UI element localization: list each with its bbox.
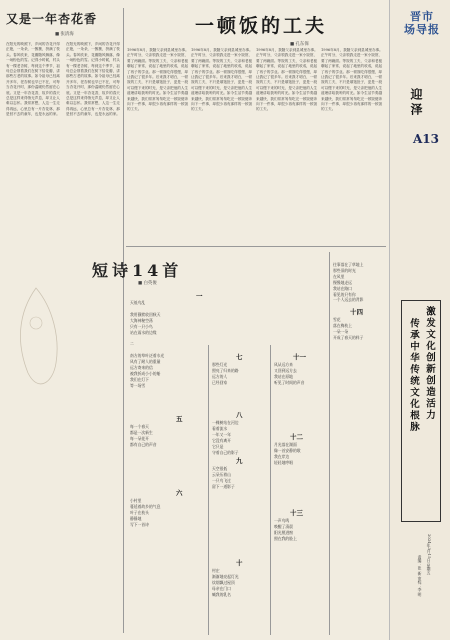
poem-heading-9: 十 [236, 559, 243, 567]
poem-heading-1: 一 [196, 292, 203, 300]
poems-byline: ■ 白英俊 [138, 281, 157, 286]
logo-line-2: 场导报 [404, 23, 440, 36]
poem-body-6: 那些灯光 照亮了归来的路 远方的人 已经回家 [212, 362, 239, 385]
slogan-col-2: 传承中华传统文化根脉 [408, 318, 419, 433]
poem-divider-2 [270, 345, 271, 635]
article-2-body-col2: 1996年8月，我随父亲到县城里办事。正午时分，父亲领我走进一家小饭馆，要了两碗面。等饭的工夫，父亲和老板聊起了家常，说起了地里的收成，说起了孩子的学业。那一顿饭吃得很慢，却让我记了很多年。后来我才明白，一顿饭的工夫，不只是填饱肚子，更是一段可以慢下来的时光，是父亲把他的人生道理讲给我听的时光。如今生活节奏越来越快，我们常常匆匆吃完一顿饭便奔向下一件事，却很少再有那样的一顿饭的工夫。 [191, 48, 253, 112]
poem-heading-4: 五 [176, 415, 183, 423]
logo-line-1: 晋市 [410, 10, 434, 23]
issue-date: 2024年3月15日 星期五 [427, 534, 432, 575]
article-1-body-col1: 在阳光的映照下，乡间的杏花开得正艳，一朵朵，一簇簇，挤满了枝头。春风吹来，花瓣随风飘落，像一场粉色的雪。记得小时候，村头有一棵老杏树，每到这个季节，祖母总会领着我们在树下拾花瓣，讲那些古老的故事。如今祖母已经离开多年，老杏树也早已不在，可每当杏花开时，那份温暖仍然留在心底。又是一年杏花香，故乡的春天总是这样来得悄无声息，却又让人难以忘怀。我常常想，人这一生走得再远，心里总有一片杏花林，那是回不去的童年，也是永远的家。 [6, 42, 60, 117]
poem-body-10: 风从远方来 又回到远方去 我站在原地 听见了时间的声音 [274, 362, 305, 385]
poem-body-8: 天空很低 云朵压着山 一只鸟飞过 留下一道影子 [212, 466, 235, 489]
poem-body-7: 一棵树站在河边 看着流水 一年又一年 它没有离开 它只是 守着自己的影子 [212, 420, 239, 455]
faded-illustration [8, 283, 64, 398]
poem-body-4: 每一个春天 都是一次新生 每一朵花开 都有自己的声音 [130, 424, 157, 447]
poem-divider-3 [329, 252, 330, 635]
poem-body-9: 村庄 渐渐地亮起灯光 炊烟飘过屋顶 母亲在门口 喊我的乳名 [212, 568, 239, 597]
poem-body-5: 小村里 蔓延着故乡的气息 叶子在枝头 静静地 写下一首诗 [130, 498, 161, 527]
poem-divider-1 [208, 345, 209, 635]
poem-heading-12: 十三 [290, 509, 303, 517]
editor-info: 责编：张 新 审校：李 明 [418, 555, 423, 597]
column-divider-1 [123, 8, 124, 633]
article-2-title: 一顿饭的工夫 [195, 15, 328, 37]
poem-heading-3: 十四 [350, 308, 363, 316]
article-2-body-col4: 1996年8月，我随父亲到县城里办事。正午时分，父亲领我走进一家小饭馆，要了两碗面。等饭的工夫，父亲和老板聊起了家常，说起了地里的收成，说起了孩子的学业。那一顿饭吃得很慢，却让我记了很多年。后来我才明白，一顿饭的工夫，不只是填饱肚子，更是一段可以慢下来的时光，是父亲把他的人生道理讲给我听的时光。如今生活节奏越来越快，我们常常匆匆吃完一顿饭便奔向下一件事，却很少再有那样的一顿饭的工夫。 [321, 48, 383, 112]
section-name: 迎泽 [409, 88, 423, 118]
article-2-body-col3: 1996年8月，我随父亲到县城里办事。正午时分，父亲领我走进一家小饭馆，要了两碗面。等饭的工夫，父亲和老板聊起了家常，说起了地里的收成，说起了孩子的学业。那一顿饭吃得很慢，却让我记了很多年。后来我才明白，一顿饭的工夫，不只是填饱肚子，更是一段可以慢下来的时光，是父亲把他的人生道理讲给我听的时光。如今生活节奏越来越快，我们常常匆匆吃完一顿饭便奔向下一件事，却很少再有那样的一顿饭的工夫。 [256, 48, 318, 112]
poem-heading-6: 七 [236, 353, 243, 361]
poem-body-11: 月光落在湖面 像一首安静的歌 我在岸边 轻轻地哼唱 [274, 442, 301, 465]
article-1-byline: ■ 张清海 [55, 32, 74, 37]
poem-heading-10: 十一 [293, 353, 306, 361]
article-2-byline: ■ 孔东保 [290, 42, 309, 47]
poem-body-13: 雪花 落在梅枝上 一朵一朵 开成了春天的样子 [333, 317, 364, 340]
newspaper-logo [397, 10, 447, 36]
slogan-col-1: 激发文化创新创造活力 [424, 306, 435, 421]
section-divider [126, 246, 386, 247]
poem-body-3: 往事落在了草地上 那些旧的时光 在风里 慢慢地走远 我站在路口 看见的只有你 一个人远去的背影 [333, 262, 364, 303]
poem-heading-11: 十二 [290, 433, 303, 441]
poem-heading-7: 八 [236, 411, 243, 419]
poems-section-title: 短诗14首 [92, 261, 183, 280]
article-2-body-col1: 1996年8月，我随父亲到县城里办事。正午时分，父亲领我走进一家小饭馆，要了两碗面。等饭的工夫，父亲和老板聊起了家常，说起了地里的收成，说起了孩子的学业。那一顿饭吃得很慢，却让我记了很多年。后来我才明白，一顿饭的工夫，不只是填饱肚子，更是一段可以慢下来的时光，是父亲把他的人生道理讲给我听的时光。如今生活节奏越来越快，我们常常匆匆吃完一顿饭便奔向下一件事，却很少再有那样的一顿饭的工夫。 [127, 48, 189, 112]
poem-heading-5: 六 [176, 489, 183, 497]
article-1-body-col2: 在阳光的映照下，乡间的杏花开得正艳，一朵朵，一簇簇，挤满了枝头。春风吹来，花瓣随风飘落，像一场粉色的雪。记得小时候，村头有一棵老杏树，每到这个季节，祖母总会领着我们在树下拾花瓣，讲那些古老的故事。如今祖母已经离开多年，老杏树也早已不在，可每当杏花开时，那份温暖仍然留在心底。又是一年杏花香，故乡的春天总是这样来得悄无声息，却又让人难以忘怀。我常常想，人这一生走得再远，心里总有一片杏花林，那是回不去的童年，也是永远的家。 [66, 42, 120, 117]
poem-body-1: 天低鸟乱 我用静默收回秋天 大海神秘空荡 只有一只小鸟 站在雨水的边缘 二 南方的草叶泛着水光 风有了耐人的重量 远方寄来的信 被我折成小小的船 我们在灯下 等一场雪 [130, 300, 165, 388]
poem-body-12: 一声鸟鸣 唤醒了清晨 阳光照进窗 照在我的脸上 [274, 518, 297, 541]
page-number: A13 [413, 132, 440, 146]
poem-heading-8: 九 [236, 457, 243, 465]
article-1-title: 又是一年杏花香 [6, 12, 98, 26]
